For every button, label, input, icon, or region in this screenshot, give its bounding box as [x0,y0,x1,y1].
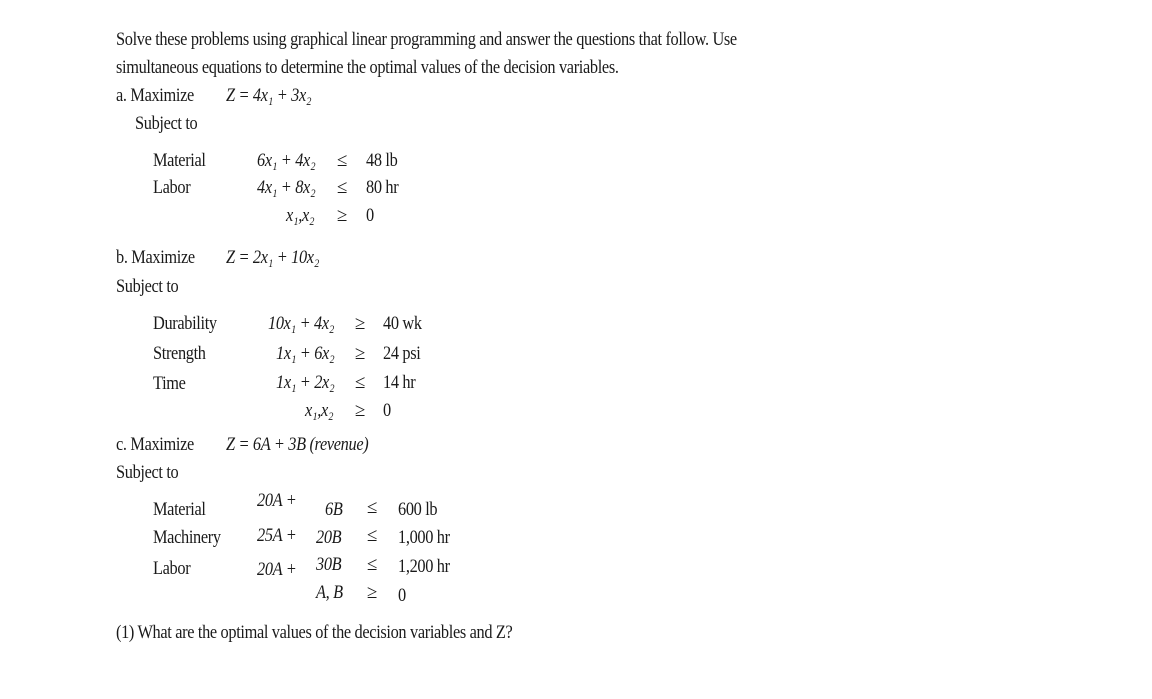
constraint-name: Labor [153,177,191,198]
constraint-expr: 10x₁ + 4x₂ [268,313,335,334]
constraint-relation: ≥ [337,205,348,226]
constraint-rhs: 0 [383,400,391,421]
constraint-relation: ≥ [355,313,366,334]
question-text: (1) What are the optimal values of the decision variables and Z? [116,622,513,643]
intro-line-2: simultaneous equations to determine the optimal values of the decision variables. [116,57,619,78]
constraint-name: Machinery [153,527,221,548]
problem-a-objective: Z = 4x₁ + 3x₂ [226,85,312,106]
constraint-rhs: 1,000 hr [398,527,450,548]
constraint-rhs: 24 psi [383,343,421,364]
constraint-rhs: 80 hr [366,177,399,198]
constraint-relation: ≥ [367,582,378,603]
constraint-relation: ≤ [367,497,378,518]
constraint-rhs: 600 lb [398,499,438,520]
constraint-relation: ≥ [355,343,366,364]
problem-c-label: c. Maximize [116,434,194,455]
constraint-expr: 1x₁ + 2x₂ [276,372,335,393]
constraint-term-a: 20A + [257,490,297,511]
constraint-relation: ≤ [337,150,348,171]
constraint-term-b: 20B [316,527,342,548]
constraint-name: Labor [153,558,191,579]
problem-b-label: b. Maximize [116,247,195,268]
constraint-relation: ≥ [355,400,366,421]
constraint-rhs: 0 [398,585,406,606]
constraint-rhs: 0 [366,205,374,226]
constraint-name: Strength [153,343,206,364]
constraint-rhs: 1,200 hr [398,556,450,577]
constraint-name: Material [153,499,206,520]
constraint-name: Durability [153,313,217,334]
constraint-expr: 4x₁ + 8x₂ [257,177,316,198]
constraint-rhs: 40 wk [383,313,422,334]
constraint-relation: ≤ [367,525,378,546]
constraint-term-b: 30B [316,554,342,575]
constraint-rhs: 48 lb [366,150,398,171]
problem-b-subject-to: Subject to [116,276,179,297]
problem-a-label: a. Maximize [116,85,194,106]
constraint-rhs: 14 hr [383,372,416,393]
constraint-expr: x₁,x₂ [286,205,315,226]
constraint-term-a: 20A + [257,559,297,580]
problem-a-subject-to: Subject to [135,113,198,134]
constraint-expr: 6x₁ + 4x₂ [257,150,316,171]
constraint-name: Time [153,373,186,394]
constraint-expr: 1x₁ + 6x₂ [276,343,335,364]
problem-c-objective: Z = 6A + 3B (revenue) [226,434,369,455]
constraint-relation: ≤ [355,372,366,393]
constraint-name: Material [153,150,206,171]
problem-c-subject-to: Subject to [116,462,179,483]
constraint-relation: ≤ [337,177,348,198]
intro-line-1: Solve these problems using graphical linear programming and answer the questions that follow. Use [116,29,737,50]
constraint-term-b: A, B [316,582,343,603]
constraint-term-b: 6B [325,499,343,520]
constraint-expr: x₁,x₂ [305,400,334,421]
constraint-relation: ≤ [367,554,378,575]
problem-b-objective: Z = 2x₁ + 10x₂ [226,247,320,268]
constraint-term-a: 25A + [257,525,297,546]
